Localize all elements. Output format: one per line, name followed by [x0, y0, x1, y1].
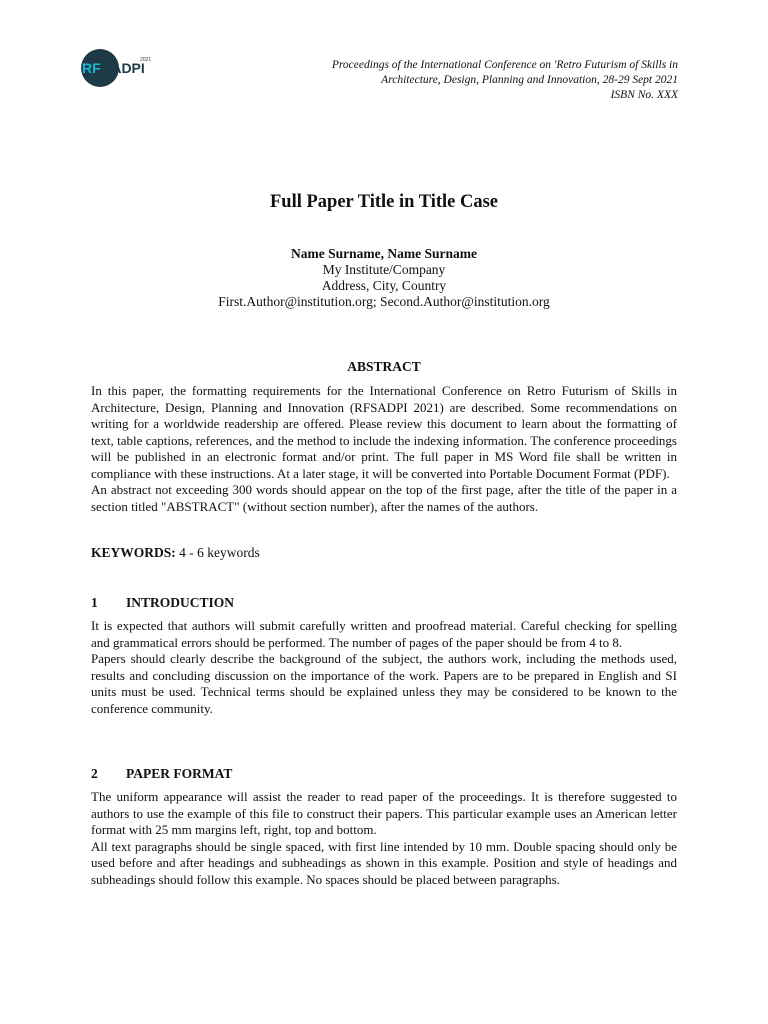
logo-year-text: 2021: [140, 57, 152, 63]
logo-rf-text: RF: [82, 60, 101, 76]
abstract-paragraph-1: In this paper, the formatting requirements for the International Conference on Retro Futurism of Skills in Architecture, Design, Planning and Innovation (RFSADPI 2021) are described. Some recommendations on writing for a worldwide readership are offered. Please review this document to learn about the formatting of text, table captions, references, and the method to include the indexing information. The conference proceedings will be published in an electronic format and/or print. The full paper in MS Word file shall be written in compliance with these instructions. At a later stage, it will be converted into Portable Document Format (PDF).: [91, 383, 677, 481]
abstract-body: [91, 383, 677, 515]
keywords-label: KEYWORDS:: [91, 545, 176, 560]
keywords-line: [91, 545, 260, 561]
section-heading-paper-format: [91, 766, 232, 782]
paper-format-paragraph-2: All text paragraphs should be single spaced, with first line intended by 10 mm. Double spacing should only be used before and after headings and subheadings as shown in this example. Position and style of headings and subheadings should follow this example. No spaces should be placed between paragraphs.: [91, 838, 677, 887]
conference-logo: [80, 48, 156, 88]
paper-format-paragraph-1: The uniform appearance will assist the reader to read paper of the proceedings. It is therefore suggested to authors to use the example of this file to construct their papers. This particular example uses an American letter format with 25 mm margins left, right, top and bottom.: [91, 789, 677, 837]
section-number: 2: [91, 766, 98, 781]
introduction-body: [91, 618, 677, 717]
header-isbn: ISBN No. XXX: [610, 89, 678, 101]
section-number: 1: [91, 595, 98, 610]
section-title: PAPER FORMAT: [126, 766, 233, 781]
header-line-2: Architecture, Design, Planning and Innovation, 28-29 Sept 2021: [381, 74, 678, 86]
header-line-1: Proceedings of the International Conference on 'Retro Futurism of Skills in: [331, 59, 678, 71]
paper-format-body: [91, 789, 677, 888]
keywords-value: 4 - 6 keywords: [175, 545, 260, 560]
logo-sadpi-text: SADPI: [102, 60, 145, 76]
author-address: Address, City, Country: [321, 278, 447, 293]
paper-title: Full Paper Title in Title Case: [269, 192, 499, 212]
author-block: [0, 246, 768, 310]
proceedings-header: [218, 58, 678, 103]
author-institute: My Institute/Company: [322, 262, 446, 277]
author-emails: First.Author@institution.org; Second.Author@institution.org: [218, 294, 550, 309]
introduction-paragraph-1: It is expected that authors will submit carefully written and proofread material. Careful checking for spelling and grammatical errors should be performed. The number of pages of the paper should be from 4 to 8.: [91, 618, 677, 650]
section-title: INTRODUCTION: [126, 595, 235, 610]
abstract-heading: ABSTRACT: [347, 359, 421, 374]
abstract-paragraph-2: An abstract not exceeding 300 words should appear on the top of the first page, after the title of the paper in a section titled "ABSTRACT" (without section number), after the names of the authors.: [91, 482, 677, 514]
author-names: Name Surname, Name Surname: [291, 246, 477, 261]
section-heading-introduction: [91, 595, 234, 611]
introduction-paragraph-2: Papers should clearly describe the background of the subject, the authors work, including the methods used, results and concluding discussion on the importance of the work. Papers are to be prepared in English and SI units must be used. Technical terms should be explained unless they may be considered to be known to the conference community.: [91, 651, 677, 716]
